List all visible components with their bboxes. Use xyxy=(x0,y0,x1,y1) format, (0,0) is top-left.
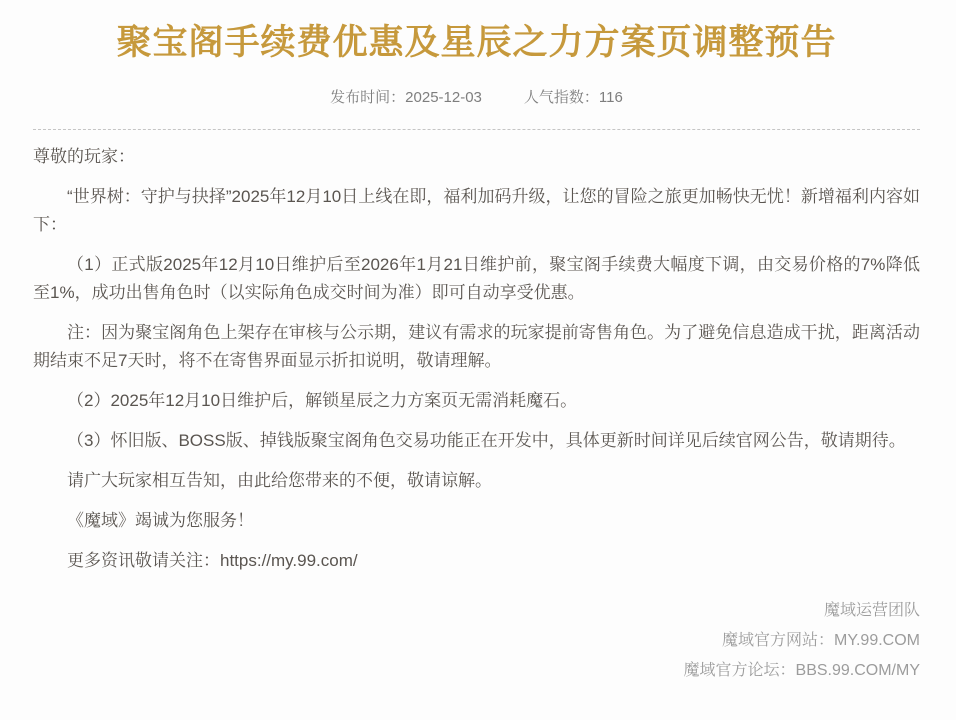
signature-line: 魔域官方论坛：BBS.99.COM/MY xyxy=(683,662,920,679)
more-info-paragraph xyxy=(33,547,920,575)
official-site-link[interactable]: https://my.99.com/ xyxy=(220,551,358,570)
paragraph: 《魔域》竭诚为您服务！ xyxy=(67,511,254,530)
paragraph: “世界树：守护与抉择”2025年12月10日上线在即，福利加码升级，让您的冒险之旅更加畅快无忧！新增福利内容如下： xyxy=(33,187,920,234)
popularity-value: 116 xyxy=(598,89,623,106)
paragraph: 注：因为聚宝阁角色上架存在审核与公示期，建议有需求的玩家提前寄售角色。为了避免信息造成干扰，距离活动期结束不足7天时，将不在寄售界面显示折扣说明，敬请理解。 xyxy=(33,323,920,370)
publish-time-label: 发布时间： xyxy=(330,89,406,106)
dashed-divider xyxy=(33,129,920,130)
signature-block xyxy=(33,596,920,686)
publish-time xyxy=(330,89,482,106)
announcement-page xyxy=(0,24,956,720)
article-meta xyxy=(33,88,920,108)
more-info-label: 更多资讯敬请关注： xyxy=(67,551,220,570)
publish-time-value: 2025-12-03 xyxy=(405,89,482,106)
article-body xyxy=(33,143,920,535)
paragraph: （3）怀旧版、BOSS版、掉钱版聚宝阁角色交易功能正在开发中，具体更新时间详见后续官网公告，敬请期待。 xyxy=(67,431,906,450)
page-title: 聚宝阁手续费优惠及星辰之力方案页调整预告 xyxy=(116,23,837,62)
paragraph: （2）2025年12月10日维护后，解锁星辰之力方案页无需消耗魔石。 xyxy=(67,391,578,410)
popularity-label: 人气指数： xyxy=(523,89,599,106)
paragraph: （1）正式版2025年12月10日维护后至2026年1月21日维护前，聚宝阁手续费大幅度下调，由交易价格的7%降低至1%，成功出售角色时（以实际角色成交时间为准）即可自动享受优惠。 xyxy=(33,255,920,302)
paragraph: 尊敬的玩家： xyxy=(33,147,135,166)
signature-line: 魔域官方网站：MY.99.COM xyxy=(722,632,920,649)
signature-line: 魔域运营团队 xyxy=(823,602,920,619)
paragraph: 请广大玩家相互告知，由此给您带来的不便，敬请谅解。 xyxy=(67,471,492,490)
popularity-index xyxy=(524,89,623,106)
